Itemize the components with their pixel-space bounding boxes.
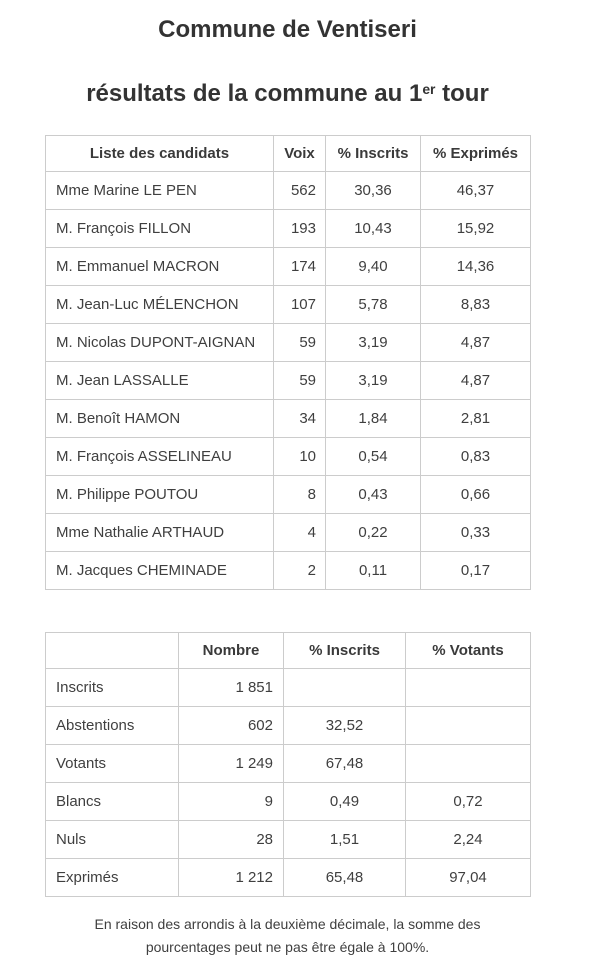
table-row <box>46 745 531 783</box>
label-cell: Exprimés <box>46 859 179 897</box>
pct-inscrits-cell: 0,54 <box>326 438 421 476</box>
candidate-cell: M. Jean-Luc MÉLENCHON <box>46 286 274 324</box>
nombre-cell: 9 <box>179 783 284 821</box>
page-container <box>0 16 600 958</box>
pct-inscrits-cell: 3,19 <box>326 324 421 362</box>
candidate-cell: M. Jacques CHEMINADE <box>46 552 274 590</box>
rounding-footnote: En raison des arrondis à la deuxième décimale, la somme des pourcentages peut ne pas être égale à 100%. <box>94 916 481 955</box>
candidate-cell: M. Philippe POUTOU <box>46 476 274 514</box>
pct-inscrits-cell: 3,19 <box>326 362 421 400</box>
nombre-cell: 1 249 <box>179 745 284 783</box>
voix-cell: 174 <box>274 248 326 286</box>
participation-header-blank <box>46 633 179 669</box>
table-row <box>46 514 531 552</box>
table-row <box>46 821 531 859</box>
candidate-cell: M. Jean LASSALLE <box>46 362 274 400</box>
candidate-cell: M. François FILLON <box>46 210 274 248</box>
candidate-cell: M. Emmanuel MACRON <box>46 248 274 286</box>
participation-table-header-row <box>46 633 531 669</box>
pct-exprimes-cell: 4,87 <box>421 324 531 362</box>
table-row <box>46 669 531 707</box>
nombre-cell: 1 851 <box>179 669 284 707</box>
table-row <box>46 172 531 210</box>
pct-exprimes-cell: 0,17 <box>421 552 531 590</box>
table-row <box>46 707 531 745</box>
table-row <box>46 324 531 362</box>
pct-exprimes-cell: 0,33 <box>421 514 531 552</box>
pct-votants-cell: 97,04 <box>406 859 531 897</box>
label-cell: Inscrits <box>46 669 179 707</box>
results-table-body <box>46 172 531 590</box>
pct-inscrits-cell: 0,49 <box>284 783 406 821</box>
voix-cell: 2 <box>274 552 326 590</box>
table-row <box>46 286 531 324</box>
participation-table <box>45 632 531 897</box>
pct-votants-cell: 2,24 <box>406 821 531 859</box>
voix-cell: 193 <box>274 210 326 248</box>
participation-header-nombre: Nombre <box>179 633 284 669</box>
page-subtitle <box>45 80 530 108</box>
pct-inscrits-cell <box>284 669 406 707</box>
table-row <box>46 210 531 248</box>
pct-votants-cell <box>406 707 531 745</box>
pct-inscrits-cell: 5,78 <box>326 286 421 324</box>
candidate-cell: M. Nicolas DUPONT-AIGNAN <box>46 324 274 362</box>
page-title: Commune de Ventiseri <box>158 16 417 43</box>
pct-inscrits-cell: 32,52 <box>284 707 406 745</box>
voix-cell: 59 <box>274 324 326 362</box>
candidate-cell: M. Benoît HAMON <box>46 400 274 438</box>
voix-cell: 34 <box>274 400 326 438</box>
pct-inscrits-cell: 30,36 <box>326 172 421 210</box>
voix-cell: 4 <box>274 514 326 552</box>
nombre-cell: 28 <box>179 821 284 859</box>
voix-cell: 10 <box>274 438 326 476</box>
table-row <box>46 362 531 400</box>
pct-inscrits-cell: 9,40 <box>326 248 421 286</box>
table-row <box>46 476 531 514</box>
pct-exprimes-cell: 0,83 <box>421 438 531 476</box>
pct-inscrits-cell: 65,48 <box>284 859 406 897</box>
table-row <box>46 248 531 286</box>
pct-inscrits-cell: 1,51 <box>284 821 406 859</box>
candidate-cell: Mme Nathalie ARTHAUD <box>46 514 274 552</box>
table-row <box>46 859 531 897</box>
label-cell: Blancs <box>46 783 179 821</box>
pct-exprimes-cell: 0,66 <box>421 476 531 514</box>
participation-table-head <box>46 633 531 669</box>
pct-exprimes-cell: 46,37 <box>421 172 531 210</box>
pct-inscrits-cell: 1,84 <box>326 400 421 438</box>
pct-exprimes-cell: 4,87 <box>421 362 531 400</box>
table-row <box>46 400 531 438</box>
label-cell: Abstentions <box>46 707 179 745</box>
pct-inscrits-cell: 10,43 <box>326 210 421 248</box>
participation-table-body <box>46 669 531 897</box>
subtitle-superscript: er <box>422 80 436 97</box>
results-header-pct-inscrits: % Inscrits <box>326 136 421 172</box>
participation-header-pct-votants: % Votants <box>406 633 531 669</box>
pct-inscrits-cell: 67,48 <box>284 745 406 783</box>
subtitle-prefix: résultats de la commune au 1 <box>86 79 423 107</box>
pct-votants-cell: 0,72 <box>406 783 531 821</box>
participation-header-pct-inscrits: % Inscrits <box>284 633 406 669</box>
results-header-pct-exprimes: % Exprimés <box>421 136 531 172</box>
pct-exprimes-cell: 2,81 <box>421 400 531 438</box>
pct-exprimes-cell: 14,36 <box>421 248 531 286</box>
candidate-cell: M. François ASSELINEAU <box>46 438 274 476</box>
results-header-candidates: Liste des candidats <box>46 136 274 172</box>
voix-cell: 562 <box>274 172 326 210</box>
pct-exprimes-cell: 15,92 <box>421 210 531 248</box>
voix-cell: 8 <box>274 476 326 514</box>
subtitle-suffix: tour <box>435 79 489 107</box>
pct-inscrits-cell: 0,11 <box>326 552 421 590</box>
table-row <box>46 552 531 590</box>
nombre-cell: 602 <box>179 707 284 745</box>
pct-exprimes-cell: 8,83 <box>421 286 531 324</box>
results-table <box>45 135 531 590</box>
pct-votants-cell <box>406 745 531 783</box>
pct-inscrits-cell: 0,43 <box>326 476 421 514</box>
voix-cell: 107 <box>274 286 326 324</box>
voix-cell: 59 <box>274 362 326 400</box>
results-header-voix: Voix <box>274 136 326 172</box>
results-table-header-row <box>46 136 531 172</box>
nombre-cell: 1 212 <box>179 859 284 897</box>
label-cell: Votants <box>46 745 179 783</box>
results-table-head <box>46 136 531 172</box>
candidate-cell: Mme Marine LE PEN <box>46 172 274 210</box>
label-cell: Nuls <box>46 821 179 859</box>
table-row <box>46 438 531 476</box>
pct-votants-cell <box>406 669 531 707</box>
table-row <box>46 783 531 821</box>
pct-inscrits-cell: 0,22 <box>326 514 421 552</box>
